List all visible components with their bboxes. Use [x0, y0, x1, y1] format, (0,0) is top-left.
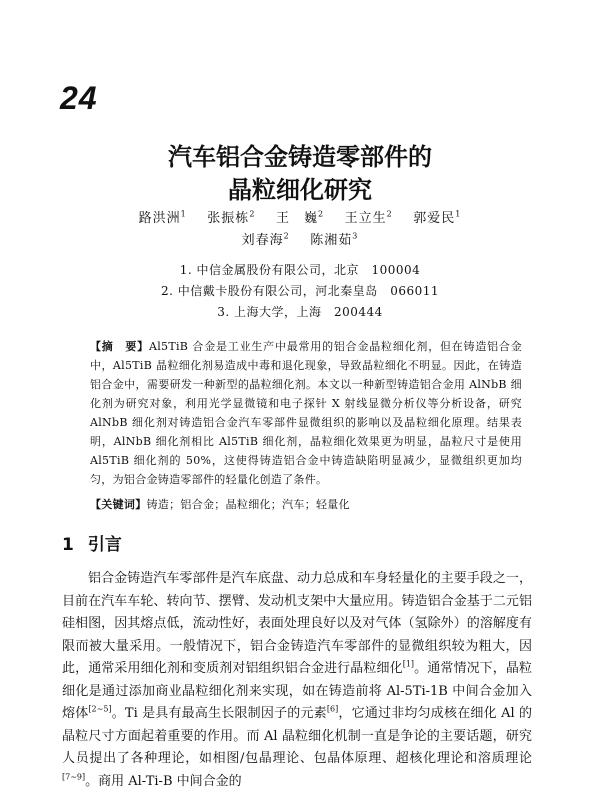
author-name: 王立生	[344, 211, 387, 226]
body-paragraph	[62, 568, 532, 793]
affiliation-2: 2. 中信戴卡股份有限公司，河北秦皇岛 066011	[160, 284, 440, 298]
author-name: 刘春海	[241, 233, 284, 248]
author-affiliation-mark: 1	[180, 209, 187, 219]
abstract-label: 【摘 要】	[90, 340, 149, 353]
paper-title-line-2: 晶粒细化研究	[228, 176, 372, 204]
citation-ref: [6]	[326, 704, 339, 714]
author-affiliation-mark: 2	[249, 209, 256, 219]
citation-ref: [7~9]	[62, 772, 86, 782]
affiliation-1: 1. 中信金属股份有限公司，北京 100004	[179, 263, 421, 277]
section-heading	[62, 530, 122, 555]
abstract-text: Al5TiB 合金是工业生产中最常用的铝合金晶粒细化剂，但在铸造铝合金中，Al5TiB 晶粒细化剂易造成中毒和退化现象，导致晶粒细化不明显。因此，在铸造铝合金中，需要研发一种新型的晶粒细化剂。本文以一种新型铸造铝合金用 AlNbB 细化剂为研究对象，利用光学显微镜和电子探针 X 射线显微分析仪等分析设备，研究 AlNbB 细化剂对铸造铝合金汽车零部件显微组织的影响以及晶粒细化原理。结果表明，AlNbB 细化剂相比 Al5TiB 细化剂，晶粒细化效果更为明显，晶粒尺寸是使用 Al5TiB 细化剂的 50%，这使得铸造铝合金中铸造缺陷明显减少，显微组织更加均匀，为铝合金铸造零部件的轻量化创造了条件。	[90, 340, 523, 486]
body-text-segment: 。Ti 是具有最高生长限制因子的元素	[111, 706, 327, 721]
section-number: 1	[62, 535, 74, 555]
author-name: 郭爱民	[413, 211, 456, 226]
abstract	[90, 337, 522, 489]
author-list-row-1	[0, 208, 600, 230]
body-text-segment: 。商用 Al-Ti-B 中间合金的	[85, 773, 242, 789]
author-affiliation-mark: 2	[317, 209, 325, 219]
paper-title-line-1: 汽车铝合金铸造零部件的	[168, 143, 432, 171]
author-name: 王 巍	[275, 211, 318, 226]
author-affiliation-mark: 3	[352, 231, 359, 241]
author-name: 路洪洲	[138, 211, 181, 226]
body-text-segment: ，它通过非均匀成核在细化 Al 的晶粒尺寸方面起着重要的作用。而 Al 晶粒细化机制一直是争论的主要话题，研究人员提出了各种理论，如相图/包晶理论、包晶体原理、超核化理论和溶质理论	[62, 706, 533, 766]
author-affiliation-mark: 1	[455, 209, 462, 219]
keywords-label: 【关键词】	[90, 498, 147, 511]
author-name: 陈湘茹	[310, 233, 353, 248]
author-affiliation-mark: 2	[283, 231, 290, 241]
keywords	[90, 495, 522, 514]
section-title: 引言	[87, 535, 122, 555]
body-text-segment: 铝合金铸造汽车零部件是汽车底盘、动力总成和车身轻量化的主要手段之一，目前在汽车车轮、转向节、摆臂、发动机支架中大量应用。铸造铝合金基于二元铝硅相图，因其熔点低，流动性好，表面处理良好以及对气体（氢除外）的溶解度有限而被大量采用。一般情况下，铝合金铸造汽车零部件的显微组织较为粗大，因此，通常采用细化剂和变质剂对铝组织铝合金进行晶粒细化	[62, 571, 532, 676]
citation-ref: [2~5]	[88, 704, 112, 714]
keywords-text: 铸造；铝合金；晶粒细化；汽车；轻量化	[146, 498, 350, 511]
author-affiliation-mark: 2	[386, 209, 393, 219]
body-text-segment: 。通常情况下，晶粒细化是通过添加商业晶粒细化剂来实现，如在铸造前将 Al-5Ti-1B 中间合金加入熔体	[62, 661, 532, 721]
author-list-row-2	[0, 230, 600, 252]
citation-ref: [1]	[402, 659, 415, 669]
page-number: 24	[60, 80, 98, 116]
affiliation-3: 3. 上海大学，上海 200444	[217, 305, 383, 319]
author-name: 张振栋	[207, 211, 250, 226]
